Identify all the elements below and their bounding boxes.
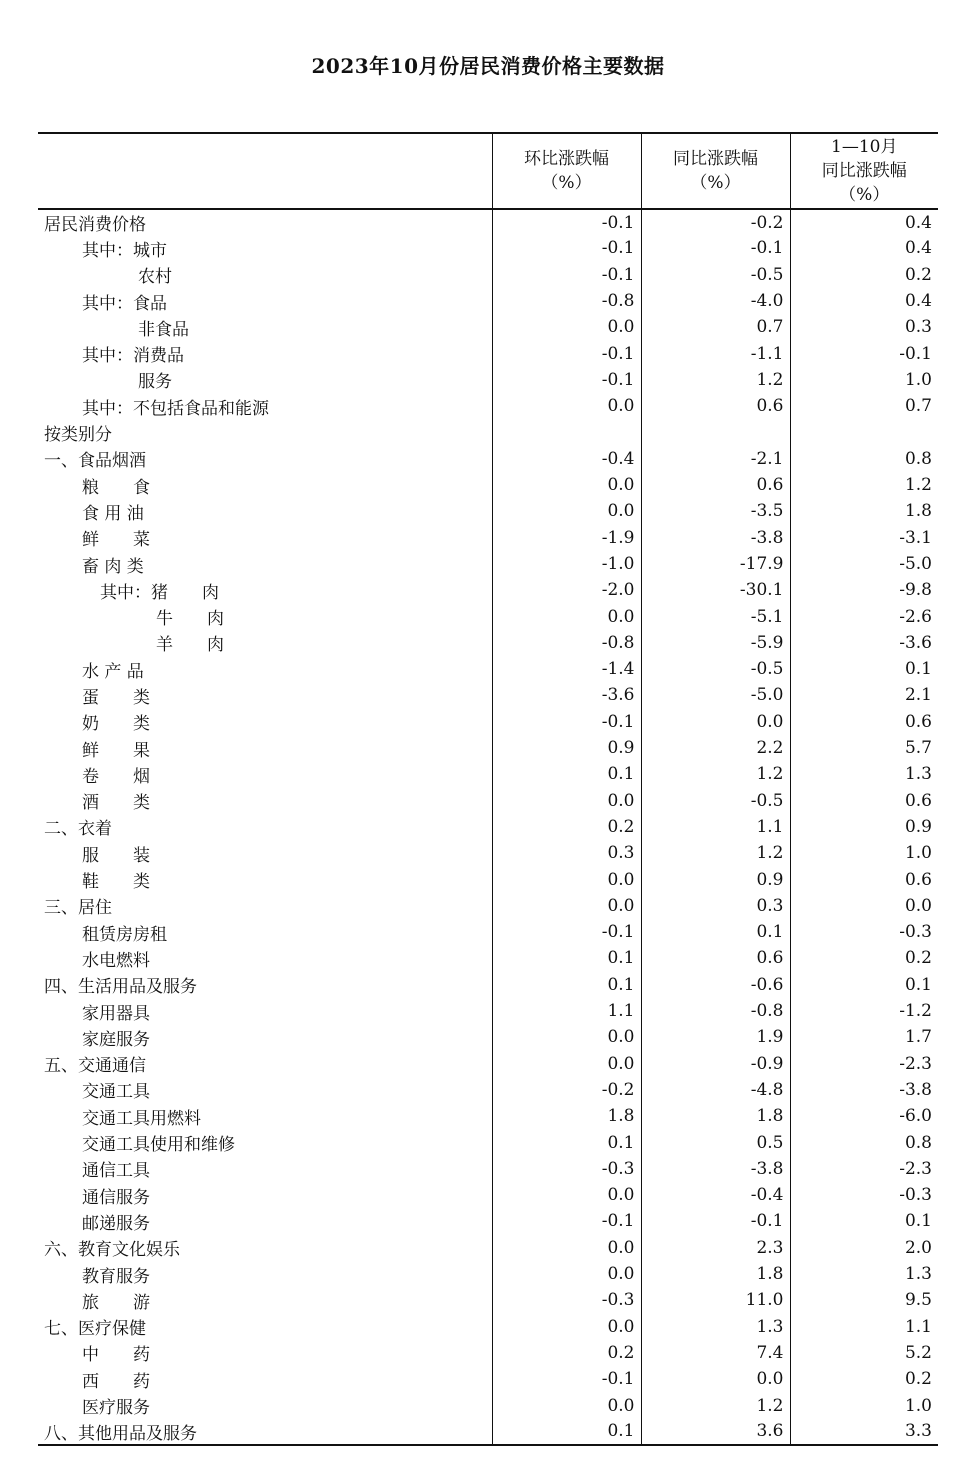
row-label: 家用器具 [82, 1003, 150, 1024]
row-label: 卷 烟 [82, 766, 150, 787]
ytd-value: -3.6 [790, 630, 938, 656]
mom-value: 0.0 [492, 1261, 641, 1287]
table-row [38, 419, 938, 445]
mom-value: 1.1 [492, 998, 641, 1024]
row-label: 七、医疗保健 [44, 1319, 146, 1340]
row-label: 畜 肉 类 [82, 556, 144, 577]
document-title: 2023年10月份居民消费价格主要数据 [311, 54, 665, 78]
yoy-value: 0.6 [641, 472, 790, 498]
row-label: 牛 肉 [156, 609, 224, 630]
mom-value: 1.8 [492, 1103, 641, 1129]
table-row [38, 656, 938, 682]
table-row [38, 1235, 938, 1261]
row-label: 其中：食品 [82, 293, 167, 314]
row-label: 四、生活用品及服务 [44, 977, 197, 998]
mom-value: 0.0 [492, 498, 641, 524]
yoy-value: -0.2 [641, 209, 790, 235]
ytd-value: -2.3 [790, 1156, 938, 1182]
mom-value: -0.1 [492, 709, 641, 735]
ytd-value: -0.1 [790, 340, 938, 366]
table-row [38, 1182, 938, 1208]
mom-value: -0.1 [492, 209, 641, 235]
cpi-table [38, 132, 938, 1446]
mom-value: 0.1 [492, 1419, 641, 1445]
ytd-value: 0.8 [790, 446, 938, 472]
table-row [38, 1313, 938, 1339]
mom-value: -3.6 [492, 682, 641, 708]
mom-value: -0.1 [492, 262, 641, 288]
yoy-value [641, 419, 790, 445]
ytd-value: -3.8 [790, 1077, 938, 1103]
mom-value: 0.0 [492, 893, 641, 919]
table-row [38, 1156, 938, 1182]
ytd-value: 1.0 [790, 840, 938, 866]
ytd-value: 1.7 [790, 1024, 938, 1050]
ytd-value: 0.1 [790, 1208, 938, 1234]
table-row [38, 340, 938, 366]
ytd-value: -0.3 [790, 1182, 938, 1208]
row-label: 水电燃料 [82, 950, 150, 971]
yoy-value: 2.3 [641, 1235, 790, 1261]
row-label: 按类别分 [44, 425, 112, 446]
mom-value: 0.1 [492, 945, 641, 971]
table-header-row [38, 133, 938, 209]
mom-value: 0.0 [492, 472, 641, 498]
yoy-value: 0.0 [641, 709, 790, 735]
mom-value: 0.0 [492, 1392, 641, 1418]
yoy-value: 1.9 [641, 1024, 790, 1050]
mom-value: -0.2 [492, 1077, 641, 1103]
header-label-cell [38, 133, 492, 209]
yoy-value: -4.8 [641, 1077, 790, 1103]
yoy-value: 7.4 [641, 1340, 790, 1366]
mom-value: -0.1 [492, 1366, 641, 1392]
ytd-value: 0.3 [790, 314, 938, 340]
table-row [38, 525, 938, 551]
mom-value: -0.1 [492, 340, 641, 366]
ytd-value: 1.3 [790, 761, 938, 787]
yoy-value: -0.8 [641, 998, 790, 1024]
row-label: 交通工具 [82, 1082, 150, 1103]
mom-value: -0.4 [492, 446, 641, 472]
table-row [38, 840, 938, 866]
row-label: 西 药 [82, 1371, 150, 1392]
table-row [38, 1024, 938, 1050]
table-row [38, 1129, 938, 1155]
table-row [38, 945, 938, 971]
ytd-value: -9.8 [790, 577, 938, 603]
ytd-value: 1.8 [790, 498, 938, 524]
table-row [38, 1103, 938, 1129]
row-label: 家庭服务 [82, 1029, 150, 1050]
ytd-value: 5.7 [790, 735, 938, 761]
yoy-value: 1.2 [641, 1392, 790, 1418]
yoy-value: 0.6 [641, 945, 790, 971]
ytd-value: 0.0 [790, 893, 938, 919]
table-row [38, 866, 938, 892]
row-label: 居民消费价格 [44, 215, 146, 236]
ytd-value: 0.6 [790, 788, 938, 814]
table-row [38, 262, 938, 288]
ytd-value: 0.1 [790, 656, 938, 682]
ytd-value: 5.2 [790, 1340, 938, 1366]
table-row [38, 788, 938, 814]
table-row [38, 1366, 938, 1392]
mom-value: -0.3 [492, 1287, 641, 1313]
yoy-value: 1.2 [641, 840, 790, 866]
ytd-value: 3.3 [790, 1419, 938, 1445]
mom-value: -0.8 [492, 630, 641, 656]
table-row [38, 498, 938, 524]
ytd-value: 0.6 [790, 709, 938, 735]
row-label: 食 用 油 [82, 503, 144, 524]
mom-value: 0.1 [492, 972, 641, 998]
ytd-value: 0.6 [790, 866, 938, 892]
yoy-value: -5.9 [641, 630, 790, 656]
table-row [38, 603, 938, 629]
ytd-value: -2.6 [790, 603, 938, 629]
table-body [38, 209, 938, 1445]
ytd-value: 0.2 [790, 945, 938, 971]
row-label: 酒 类 [82, 793, 150, 814]
mom-value: -1.0 [492, 551, 641, 577]
yoy-value: -0.4 [641, 1182, 790, 1208]
table-row [38, 367, 938, 393]
mom-value: 0.0 [492, 1313, 641, 1339]
row-label: 租赁房房租 [82, 924, 167, 945]
row-label: 水 产 品 [82, 661, 144, 682]
mom-value: -0.1 [492, 235, 641, 261]
table-row [38, 630, 938, 656]
row-label: 二、衣着 [44, 819, 112, 840]
yoy-value: -0.5 [641, 656, 790, 682]
row-label: 服务 [138, 372, 172, 393]
ytd-value: -6.0 [790, 1103, 938, 1129]
table-row [38, 735, 938, 761]
row-label: 服 装 [82, 845, 150, 866]
row-label: 鲜 果 [82, 740, 150, 761]
table-row [38, 1287, 938, 1313]
mom-value: 0.3 [492, 840, 641, 866]
table-row [38, 472, 938, 498]
mom-value: 0.1 [492, 1129, 641, 1155]
yoy-value: 0.1 [641, 919, 790, 945]
yoy-value: -0.9 [641, 1051, 790, 1077]
table-row [38, 235, 938, 261]
row-label: 三、居住 [44, 898, 112, 919]
mom-value: -0.1 [492, 367, 641, 393]
ytd-value: 0.2 [790, 1366, 938, 1392]
ytd-value: 0.1 [790, 972, 938, 998]
mom-value: 0.0 [492, 866, 641, 892]
table-row [38, 998, 938, 1024]
mom-value: 0.0 [492, 1024, 641, 1050]
table-row [38, 1261, 938, 1287]
row-label: 羊 肉 [156, 635, 224, 656]
yoy-value: 2.2 [641, 735, 790, 761]
mom-value: -0.1 [492, 919, 641, 945]
ytd-value: -0.3 [790, 919, 938, 945]
row-label: 粮 食 [82, 477, 150, 498]
row-label: 五、交通通信 [44, 1056, 146, 1077]
yoy-value: 0.5 [641, 1129, 790, 1155]
row-label: 旅 游 [82, 1292, 150, 1313]
mom-value: -1.9 [492, 525, 641, 551]
yoy-value: 0.6 [641, 393, 790, 419]
yoy-value: -3.8 [641, 525, 790, 551]
yoy-value: 1.8 [641, 1103, 790, 1129]
mom-value: 0.0 [492, 314, 641, 340]
table-row [38, 682, 938, 708]
yoy-value: 1.2 [641, 761, 790, 787]
ytd-value: 0.7 [790, 393, 938, 419]
ytd-value [790, 419, 938, 445]
yoy-value: -1.1 [641, 340, 790, 366]
ytd-value: 9.5 [790, 1287, 938, 1313]
table-row [38, 577, 938, 603]
table-row [38, 288, 938, 314]
yoy-value: 0.0 [641, 1366, 790, 1392]
table-row [38, 972, 938, 998]
row-label: 交通工具用燃料 [82, 1108, 201, 1129]
yoy-value: -5.0 [641, 682, 790, 708]
ytd-value: 0.4 [790, 235, 938, 261]
row-label: 教育服务 [82, 1266, 150, 1287]
header-mom: 环比涨跌幅 （%） [492, 133, 641, 209]
table-row [38, 1208, 938, 1234]
mom-value: 0.2 [492, 1340, 641, 1366]
row-label: 其中：城市 [82, 240, 167, 261]
mom-value: 0.0 [492, 603, 641, 629]
row-label: 中 药 [82, 1345, 150, 1366]
row-label: 蛋 类 [82, 687, 150, 708]
yoy-value: -3.5 [641, 498, 790, 524]
ytd-value: 2.1 [790, 682, 938, 708]
ytd-value: -3.1 [790, 525, 938, 551]
table-row [38, 893, 938, 919]
table-row [38, 1051, 938, 1077]
ytd-value: 0.4 [790, 288, 938, 314]
yoy-value: 0.7 [641, 314, 790, 340]
yoy-value: -5.1 [641, 603, 790, 629]
yoy-value: 1.3 [641, 1313, 790, 1339]
mom-value [492, 419, 641, 445]
row-label: 其中：消费品 [82, 346, 184, 367]
row-label: 其中：猪 肉 [100, 582, 219, 603]
ytd-value: 1.1 [790, 1313, 938, 1339]
mom-value: 0.0 [492, 393, 641, 419]
table-row [38, 1419, 938, 1445]
mom-value: 0.0 [492, 1235, 641, 1261]
mom-value: 0.9 [492, 735, 641, 761]
row-label: 医疗服务 [82, 1398, 150, 1418]
row-label: 其中：不包括食品和能源 [82, 398, 269, 419]
header-yoy: 同比涨跌幅 （%） [641, 133, 790, 209]
row-label: 一、食品烟酒 [44, 451, 146, 472]
table-row [38, 446, 938, 472]
row-label: 非食品 [138, 319, 189, 340]
ytd-value: -2.3 [790, 1051, 938, 1077]
row-label: 奶 类 [82, 714, 150, 735]
ytd-value: 1.2 [790, 472, 938, 498]
table-row [38, 709, 938, 735]
row-label: 通信服务 [82, 1187, 150, 1208]
row-label: 六、教育文化娱乐 [44, 1240, 180, 1261]
table-row [38, 551, 938, 577]
row-label: 通信工具 [82, 1161, 150, 1182]
row-label: 八、其他用品及服务 [38, 1419, 492, 1445]
ytd-value: 1.0 [790, 367, 938, 393]
mom-value: 0.2 [492, 814, 641, 840]
table-row [38, 1077, 938, 1103]
mom-value: 0.0 [492, 1051, 641, 1077]
yoy-value: -0.1 [641, 235, 790, 261]
yoy-value: 1.2 [641, 367, 790, 393]
table-row [38, 209, 938, 235]
ytd-value: 0.2 [790, 262, 938, 288]
table-row [38, 761, 938, 787]
mom-value: 0.0 [492, 788, 641, 814]
table-row [38, 393, 938, 419]
mom-value: 0.1 [492, 761, 641, 787]
yoy-value: -2.1 [641, 446, 790, 472]
ytd-value: 0.9 [790, 814, 938, 840]
ytd-value: 1.0 [790, 1392, 938, 1418]
yoy-value: 11.0 [641, 1287, 790, 1313]
row-label: 鲜 菜 [82, 530, 150, 551]
ytd-value: -5.0 [790, 551, 938, 577]
table-row [38, 814, 938, 840]
yoy-value: -17.9 [641, 551, 790, 577]
table-row [38, 919, 938, 945]
yoy-value: 0.3 [641, 893, 790, 919]
header-ytd: 1—10月 同比涨跌幅 （%） [790, 133, 938, 209]
yoy-value: -0.1 [641, 1208, 790, 1234]
yoy-value: 1.1 [641, 814, 790, 840]
yoy-value: -4.0 [641, 288, 790, 314]
yoy-value: -30.1 [641, 577, 790, 603]
yoy-value: -3.8 [641, 1156, 790, 1182]
yoy-value: 3.6 [641, 1419, 790, 1445]
row-label: 交通工具使用和维修 [82, 1135, 235, 1156]
mom-value: -0.8 [492, 288, 641, 314]
row-label: 农村 [138, 267, 172, 288]
mom-value: -1.4 [492, 656, 641, 682]
ytd-value: 0.8 [790, 1129, 938, 1155]
yoy-value: -0.6 [641, 972, 790, 998]
yoy-value: 0.9 [641, 866, 790, 892]
mom-value: -0.1 [492, 1208, 641, 1234]
mom-value: 0.0 [492, 1182, 641, 1208]
ytd-value: -1.2 [790, 998, 938, 1024]
ytd-value: 0.4 [790, 209, 938, 235]
table-row [38, 1340, 938, 1366]
row-label: 鞋 类 [82, 872, 150, 893]
mom-value: -0.3 [492, 1156, 641, 1182]
mom-value: -2.0 [492, 577, 641, 603]
ytd-value: 2.0 [790, 1235, 938, 1261]
yoy-value: -0.5 [641, 788, 790, 814]
table-row [38, 314, 938, 340]
yoy-value: -0.5 [641, 262, 790, 288]
yoy-value: 1.8 [641, 1261, 790, 1287]
ytd-value: 1.3 [790, 1261, 938, 1287]
row-label: 邮递服务 [82, 1213, 150, 1234]
table-row [38, 1392, 938, 1418]
